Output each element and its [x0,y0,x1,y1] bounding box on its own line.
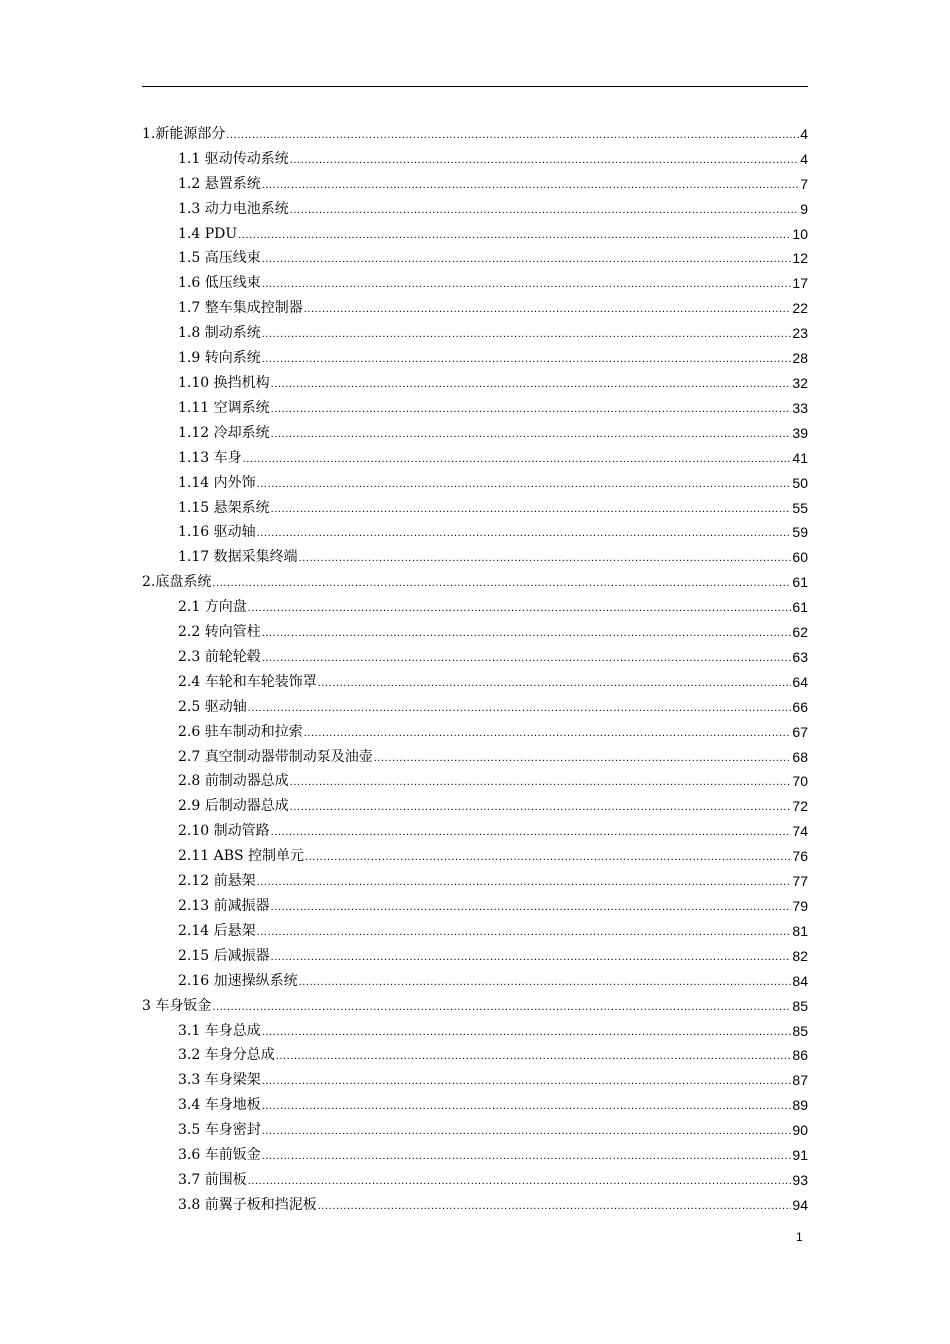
toc-entry-title: 2.4 车轮和车轮装饰罩 [178,673,317,690]
toc-entry-title: 2.8 前制动器总成 [178,773,289,790]
toc-dot-leader [299,975,792,989]
toc-entry-page: 87 [792,1072,808,1089]
toc-dot-leader [290,800,792,814]
toc-entry[interactable] [142,615,808,640]
toc-dot-leader [262,1099,792,1113]
toc-entry-page: 85 [792,1022,808,1039]
toc-entry-page: 4 [800,150,808,167]
toc-dot-leader [304,302,792,316]
toc-entry[interactable] [142,665,808,690]
toc-entry-title: 1.14 内外饰 [178,474,256,491]
toc-entry[interactable] [142,217,808,242]
toc-entry-title: 3.8 前翼子板和挡泥板 [178,1196,317,1213]
toc-entry[interactable] [142,1088,808,1113]
toc-dot-leader [212,576,791,590]
toc-entry[interactable] [142,914,808,939]
toc-entry-page: 81 [792,922,808,939]
toc-entry-title: 2.9 后制动器总成 [178,798,289,815]
toc-dot-leader [262,327,792,341]
toc-entry-page: 90 [792,1122,808,1139]
toc-entry-page: 79 [792,898,808,914]
toc-entry-page: 22 [792,300,808,317]
toc-entry-title: 2.底盘系统 [142,574,212,591]
toc-entry-page: 28 [792,350,808,367]
toc-entry[interactable] [142,1163,808,1188]
toc-entry-title: 3.2 车身分总成 [178,1047,275,1064]
toc-entry-title: 2.3 前轮轮毂 [178,648,261,665]
toc-dot-leader [262,1025,792,1039]
toc-entry[interactable] [142,491,808,516]
toc-entry-page: 84 [792,972,808,989]
toc-dot-leader [290,775,792,789]
toc-entry-page: 94 [792,1196,808,1213]
toc-dot-leader [248,601,792,615]
toc-entry[interactable] [142,765,808,790]
toc-entry[interactable] [142,814,808,839]
toc-dot-leader [290,153,799,167]
toc-dot-leader [262,1124,792,1138]
toc-dot-leader [271,825,792,839]
toc-entry-page: 23 [792,325,808,342]
toc-dot-leader [271,502,792,516]
toc-entry-title: 2.10 制动管路 [178,823,270,840]
toc-entry[interactable] [142,839,808,864]
toc-entry[interactable] [142,366,808,391]
toc-entry-title: 2.13 前减振器 [178,898,270,914]
toc-dot-leader [262,352,792,366]
toc-entry-title: 2.6 驻车制动和拉索 [178,723,303,740]
toc-dot-leader [305,850,791,864]
toc-entry[interactable] [142,989,808,1014]
toc-entry[interactable] [142,789,808,814]
toc-entry-title: 3 车身钣金 [142,997,212,1014]
toc-entry-page: 72 [792,798,808,815]
toc-dot-leader [262,1149,792,1163]
toc-entry-page: 64 [792,673,808,690]
toc-entry[interactable] [142,690,808,715]
toc-entry-title: 2.5 驱动轴 [178,698,247,715]
toc-dot-leader [262,651,792,665]
toc-dot-leader [374,751,792,765]
toc-entry-page: 7 [800,175,808,192]
toc-entry-title: 1.16 驱动轴 [178,524,256,541]
toc-entry[interactable] [142,939,808,964]
toc-entry-page: 61 [792,599,808,616]
toc-entry-title: 3.5 车身密封 [178,1122,261,1139]
toc-entry[interactable] [142,192,808,217]
toc-dot-leader [262,178,799,192]
toc-dot-leader [248,701,792,715]
toc-entry-page: 93 [792,1171,808,1188]
toc-entry[interactable] [142,341,808,366]
toc-entry[interactable] [142,466,808,491]
toc-entry-title: 1.13 车身 [178,449,242,466]
toc-entry-page: 62 [792,624,808,641]
toc-dot-leader [226,128,799,142]
toc-entry-title: 1.5 高压线束 [178,250,261,267]
toc-dot-leader [290,203,799,217]
toc-entry[interactable] [142,167,808,192]
table-of-contents [142,117,808,1213]
toc-entry[interactable] [142,889,808,914]
toc-entry-title: 2.14 后悬架 [178,922,256,939]
toc-entry-title: 1.15 悬架系统 [178,499,270,516]
toc-entry-title: 1.3 动力电池系统 [178,200,289,217]
toc-entry-title: 3.1 车身总成 [178,1022,261,1039]
toc-entry-title: 1.6 低压线束 [178,275,261,292]
toc-entry-title: 1.1 驱动传动系统 [178,150,289,167]
toc-dot-leader [262,277,792,291]
toc-entry-title: 1.新能源部分 [142,125,226,142]
toc-entry[interactable] [142,715,808,740]
toc-entry-title: 2.1 方向盘 [178,599,247,616]
toc-entry-page: 89 [792,1097,808,1114]
toc-dot-leader [271,402,792,416]
toc-dot-leader [271,900,792,914]
toc-entry[interactable] [142,291,808,316]
toc-entry-page: 77 [792,873,808,890]
toc-entry[interactable] [142,740,808,765]
toc-dot-leader [271,950,792,964]
toc-entry-title: 1.11 空调系统 [178,399,270,416]
toc-entry[interactable] [142,565,808,590]
toc-dot-leader [257,875,792,889]
toc-entry-title: 1.4 PDU [178,225,238,242]
toc-entry-title: 2.12 前悬架 [178,873,256,890]
toc-entry-page: 66 [792,698,808,715]
toc-dot-leader [257,477,792,491]
toc-dot-leader [257,925,792,939]
toc-entry-title: 2.2 转向管柱 [178,624,261,641]
toc-entry-page: 76 [792,848,808,865]
toc-entry-title: 1.12 冷却系统 [178,424,270,441]
toc-entry[interactable] [142,391,808,416]
toc-entry-page: 41 [792,449,808,466]
toc-entry[interactable] [142,142,808,167]
toc-entry-title: 2.15 后减振器 [178,947,270,964]
toc-entry-page: 39 [792,424,808,441]
toc-entry-page: 63 [792,648,808,665]
toc-dot-leader [299,551,792,565]
toc-dot-leader [212,1000,791,1014]
toc-entry-title: 3.7 前围板 [178,1171,247,1188]
header-rule [142,86,808,87]
toc-dot-leader [276,1049,792,1063]
toc-entry-title: 1.8 制动系统 [178,325,261,342]
toc-entry[interactable] [142,864,808,889]
toc-entry-page: 33 [792,399,808,416]
toc-entry-page: 12 [792,250,808,267]
toc-entry-page: 91 [792,1147,808,1164]
toc-entry-page: 10 [792,225,808,242]
toc-dot-leader [248,1174,792,1188]
toc-entry-page: 82 [792,947,808,964]
toc-dot-leader [304,726,792,740]
toc-entry-title: 3.4 车身地板 [178,1097,261,1114]
toc-entry-page: 68 [792,748,808,765]
toc-entry[interactable] [142,1138,808,1163]
toc-entry[interactable] [142,416,808,441]
toc-entry-title: 2.7 真空制动器带制动泵及油壶 [178,748,373,765]
toc-entry[interactable] [142,1063,808,1088]
toc-entry[interactable] [142,242,808,267]
toc-entry[interactable] [142,1113,808,1138]
toc-entry[interactable] [142,1039,808,1064]
toc-dot-leader [318,1199,792,1213]
toc-entry[interactable] [142,1188,808,1213]
toc-dot-leader [271,427,792,441]
toc-entry-title: 3.3 车身梁架 [178,1072,261,1089]
toc-entry[interactable] [142,590,808,615]
toc-dot-leader [262,252,792,266]
toc-entry-title: 1.9 转向系统 [178,350,261,367]
toc-entry[interactable] [142,441,808,466]
page-number: 1 [796,1230,803,1244]
toc-entry-title: 2.16 加速操纵系统 [178,972,298,989]
toc-entry[interactable] [142,266,808,291]
toc-dot-leader [262,1074,792,1088]
toc-entry-page: 32 [792,374,808,391]
toc-entry-page: 17 [792,275,808,292]
toc-entry[interactable] [142,964,808,989]
toc-entry-page: 60 [792,549,808,566]
toc-dot-leader [243,452,792,466]
toc-entry-page: 67 [792,723,808,740]
toc-entry[interactable] [142,117,808,142]
toc-entry-page: 61 [792,574,808,591]
toc-entry-page: 70 [792,773,808,790]
toc-entry[interactable] [142,540,808,565]
toc-entry-page: 74 [792,823,808,840]
toc-entry[interactable] [142,316,808,341]
toc-entry[interactable] [142,640,808,665]
toc-entry-page: 55 [792,499,808,516]
toc-entry-page: 85 [792,997,808,1014]
toc-entry-title: 3.6 车前钣金 [178,1147,261,1164]
toc-dot-leader [271,377,792,391]
toc-entry-page: 4 [800,125,808,142]
toc-dot-leader [257,526,792,540]
toc-entry-title: 2.11 ABS 控制单元 [178,848,305,865]
toc-entry-page: 86 [792,1047,808,1064]
toc-entry-title: 1.17 数据采集终端 [178,549,298,566]
toc-entry-title: 1.10 换挡机构 [178,374,270,391]
toc-entry-title: 1.7 整车集成控制器 [178,300,303,317]
toc-entry-page: 59 [792,524,808,541]
toc-entry-page: 50 [792,474,808,491]
toc-entry[interactable] [142,516,808,541]
toc-entry-page: 9 [800,200,808,217]
toc-entry-title: 1.2 悬置系统 [178,175,261,192]
toc-dot-leader [262,626,792,640]
toc-dot-leader [238,228,791,242]
toc-entry[interactable] [142,1014,808,1039]
toc-dot-leader [318,676,792,690]
